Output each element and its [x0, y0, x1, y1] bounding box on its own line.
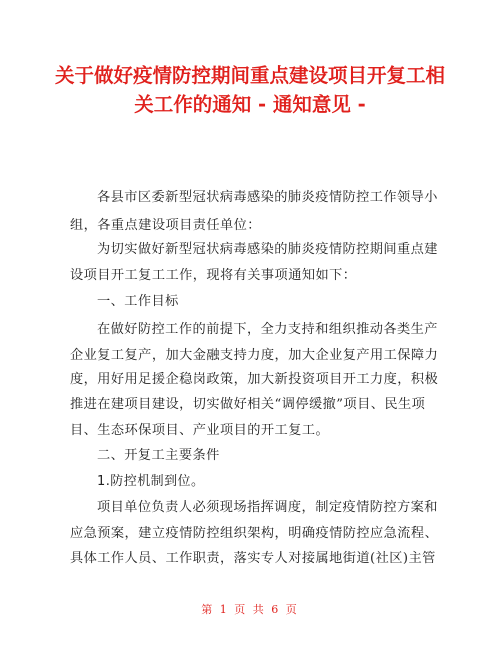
section-heading: 一、工作目标 — [97, 294, 179, 309]
paragraph-line: 项目单位负责人必须现场指挥调度，制定疫情防控方案和 — [97, 500, 438, 515]
paragraph-line: 应急预案，建立疫情防控组织架构，明确疫情防控应急流程、 — [70, 526, 439, 541]
paragraph-line: 为切实做好新型冠状病毒感染的肺炎疫情防控期间重点建 — [97, 242, 438, 257]
document-title-line-1: 关于做好疫情防控期间重点建设项目开复工相 — [54, 64, 445, 87]
paragraph-line: 具体工作人员、工作职责，落实专人对接属地街道(社区)主管 — [70, 551, 436, 566]
page-number-footer: 第 1 页 共 6 页 — [201, 603, 299, 616]
paragraph-line: 组，各重点建设项目责任单位： — [70, 218, 261, 233]
subsection-heading: 1.防控机制到位。 — [97, 474, 205, 489]
paragraph-line: 目、生态环保项目、产业项目的开工复工。 — [70, 423, 330, 438]
paragraph-line: 在做好防控工作的前提下，全力支持和组织推动各类生产 — [97, 322, 438, 337]
section-heading: 二、开复工主要条件 — [97, 448, 220, 463]
paragraph-line: 各县市区委新型冠状病毒感染的肺炎疫情防控工作领导小 — [97, 190, 438, 205]
paragraph-line: 设项目开工复工工作，现将有关事项通知如下： — [70, 268, 357, 283]
paragraph-line: 度，用好用足援企稳岗政策，加大新投资项目开工力度，积极 — [70, 372, 439, 387]
paragraph-line: 企业复工复产，加大金融支持力度，加大企业复产用工保障力 — [70, 348, 439, 363]
paragraph-line: 推进在建项目建设，切实做好相关“调停缓撤”项目、民生项 — [70, 397, 426, 412]
document-title-line-2: 关工作的通知 - 通知意见 - — [134, 93, 366, 116]
